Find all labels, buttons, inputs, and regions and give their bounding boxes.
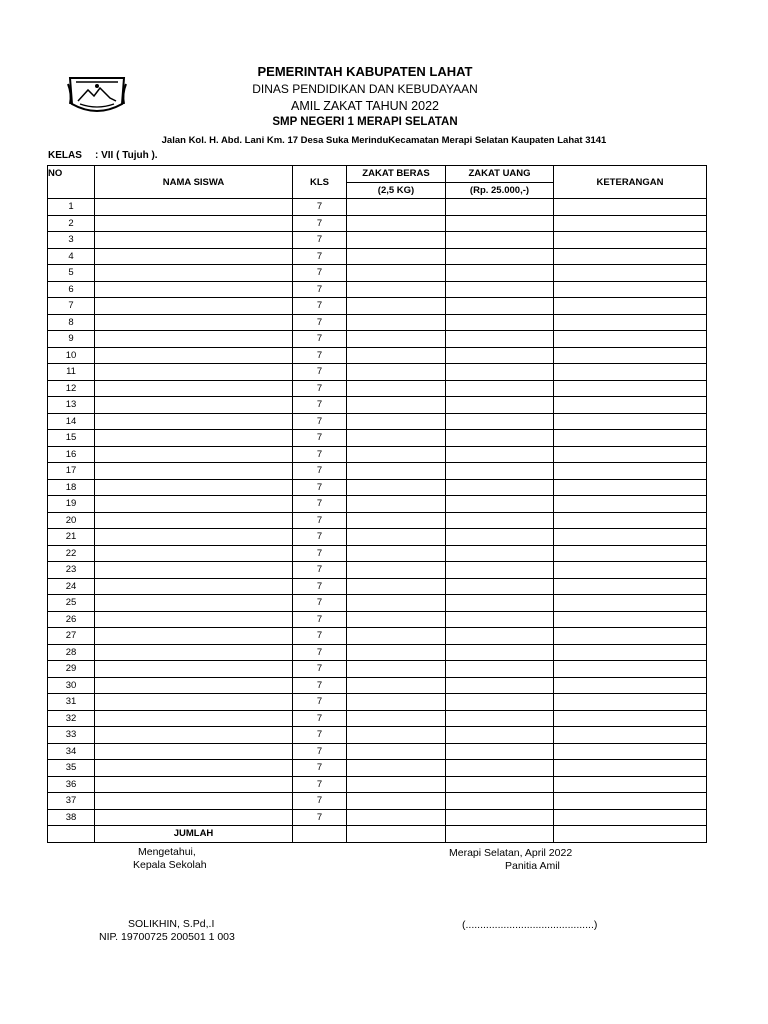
table-row bbox=[48, 743, 707, 760]
cell-zakat-beras[interactable] bbox=[347, 661, 446, 678]
cell-no: 28 bbox=[48, 644, 95, 661]
total-row bbox=[48, 826, 707, 843]
cell-zakat-beras[interactable] bbox=[347, 298, 446, 315]
cell-zakat-beras[interactable] bbox=[347, 430, 446, 447]
cell-kls: 7 bbox=[293, 661, 347, 678]
cell-nama-siswa[interactable] bbox=[95, 760, 293, 777]
cell-zakat-beras[interactable] bbox=[347, 611, 446, 628]
cell-zakat-uang[interactable] bbox=[446, 496, 554, 513]
cell-zakat-uang[interactable] bbox=[446, 545, 554, 562]
cell-no: 2 bbox=[48, 215, 95, 232]
cell-zakat-beras[interactable] bbox=[347, 677, 446, 694]
header-school-name: SMP NEGERI 1 MERAPI SELATAN bbox=[272, 116, 458, 128]
cell-zakat-beras[interactable] bbox=[347, 809, 446, 826]
cell-nama-siswa[interactable] bbox=[95, 314, 293, 331]
cell-zakat-uang[interactable] bbox=[446, 265, 554, 282]
cell-kls: 7 bbox=[293, 298, 347, 315]
cell-nama-siswa[interactable] bbox=[95, 628, 293, 645]
table-row bbox=[48, 677, 707, 694]
cell-zakat-uang[interactable] bbox=[446, 776, 554, 793]
cell-keterangan[interactable] bbox=[554, 776, 707, 793]
cell-zakat-beras[interactable] bbox=[347, 380, 446, 397]
cell-no: 6 bbox=[48, 281, 95, 298]
cell-zakat-uang[interactable] bbox=[446, 215, 554, 232]
cell-keterangan[interactable] bbox=[554, 265, 707, 282]
cell-no: 9 bbox=[48, 331, 95, 348]
cell-kls: 7 bbox=[293, 281, 347, 298]
table-row bbox=[48, 776, 707, 793]
cell-kls: 7 bbox=[293, 397, 347, 414]
cell-zakat-uang[interactable] bbox=[446, 199, 554, 216]
cell-keterangan[interactable] bbox=[554, 793, 707, 810]
cell-keterangan[interactable] bbox=[554, 446, 707, 463]
signature-left-acknowledged: Mengetahui, bbox=[138, 846, 196, 858]
cell-kls: 7 bbox=[293, 413, 347, 430]
cell-nama-siswa[interactable] bbox=[95, 413, 293, 430]
cell-zakat-beras[interactable] bbox=[347, 793, 446, 810]
cell-keterangan[interactable] bbox=[554, 727, 707, 744]
cell-zakat-beras[interactable] bbox=[347, 644, 446, 661]
kelas-value: : VII ( Tujuh ). bbox=[95, 150, 158, 161]
cell-keterangan[interactable] bbox=[554, 232, 707, 249]
table-row bbox=[48, 215, 707, 232]
cell-kls: 7 bbox=[293, 760, 347, 777]
cell-keterangan[interactable] bbox=[554, 809, 707, 826]
header-no: NO bbox=[48, 166, 95, 199]
cell-keterangan[interactable] bbox=[554, 545, 707, 562]
cell-kls: 7 bbox=[293, 743, 347, 760]
table-row bbox=[48, 199, 707, 216]
cell-nama-siswa[interactable] bbox=[95, 710, 293, 727]
header-zakat-beras: ZAKAT BERAS bbox=[347, 166, 446, 183]
cell-kls: 7 bbox=[293, 496, 347, 513]
cell-zakat-uang[interactable] bbox=[446, 314, 554, 331]
cell-kls: 7 bbox=[293, 314, 347, 331]
table-row bbox=[48, 529, 707, 546]
cell-kls: 7 bbox=[293, 248, 347, 265]
cell-zakat-uang[interactable] bbox=[446, 809, 554, 826]
table-row bbox=[48, 298, 707, 315]
table-row bbox=[48, 595, 707, 612]
cell-kls: 7 bbox=[293, 710, 347, 727]
cell-no: 13 bbox=[48, 397, 95, 414]
cell-kls: 7 bbox=[293, 809, 347, 826]
cell-kls: 7 bbox=[293, 463, 347, 480]
cell-keterangan[interactable] bbox=[554, 628, 707, 645]
signature-right-title: Panitia Amil bbox=[505, 860, 560, 872]
table-row bbox=[48, 463, 707, 480]
cell-keterangan[interactable] bbox=[554, 298, 707, 315]
cell-no: 31 bbox=[48, 694, 95, 711]
cell-keterangan[interactable] bbox=[554, 644, 707, 661]
cell-no: 7 bbox=[48, 298, 95, 315]
cell-keterangan[interactable] bbox=[554, 661, 707, 678]
cell-no: 24 bbox=[48, 578, 95, 595]
cell-kls: 7 bbox=[293, 562, 347, 579]
cell-kls: 7 bbox=[293, 776, 347, 793]
cell-nama-siswa[interactable] bbox=[95, 677, 293, 694]
cell-nama-siswa[interactable] bbox=[95, 479, 293, 496]
cell-keterangan[interactable] bbox=[554, 595, 707, 612]
cell-no: 23 bbox=[48, 562, 95, 579]
cell-nama-siswa[interactable] bbox=[95, 611, 293, 628]
cell-zakat-uang[interactable] bbox=[446, 677, 554, 694]
cell-no: 16 bbox=[48, 446, 95, 463]
cell-nama-siswa[interactable] bbox=[95, 265, 293, 282]
cell-nama-siswa[interactable] bbox=[95, 727, 293, 744]
cell-keterangan[interactable] bbox=[554, 562, 707, 579]
cell-zakat-uang[interactable] bbox=[446, 727, 554, 744]
cell-no: 11 bbox=[48, 364, 95, 381]
cell-no: 19 bbox=[48, 496, 95, 513]
cell-keterangan[interactable] bbox=[554, 430, 707, 447]
table-row bbox=[48, 331, 707, 348]
cell-no: 37 bbox=[48, 793, 95, 810]
cell-nama-siswa[interactable] bbox=[95, 232, 293, 249]
cell-zakat-uang[interactable] bbox=[446, 281, 554, 298]
table-row bbox=[48, 578, 707, 595]
cell-zakat-beras[interactable] bbox=[347, 446, 446, 463]
cell-zakat-beras[interactable] bbox=[347, 397, 446, 414]
cell-zakat-uang[interactable] bbox=[446, 479, 554, 496]
cell-zakat-beras[interactable] bbox=[347, 364, 446, 381]
cell-kls: 7 bbox=[293, 595, 347, 612]
cell-nama-siswa[interactable] bbox=[95, 199, 293, 216]
cell-zakat-uang[interactable] bbox=[446, 694, 554, 711]
cell-nama-siswa[interactable] bbox=[95, 380, 293, 397]
table-row bbox=[48, 694, 707, 711]
cell-keterangan[interactable] bbox=[554, 364, 707, 381]
cell-kls: 7 bbox=[293, 694, 347, 711]
cell-zakat-beras[interactable] bbox=[347, 496, 446, 513]
cell-zakat-beras[interactable] bbox=[347, 331, 446, 348]
cell-zakat-uang[interactable] bbox=[446, 232, 554, 249]
cell-zakat-uang[interactable] bbox=[446, 661, 554, 678]
cell-zakat-beras[interactable] bbox=[347, 479, 446, 496]
cell-zakat-uang[interactable] bbox=[446, 644, 554, 661]
cell-no: 3 bbox=[48, 232, 95, 249]
cell-nama-siswa[interactable] bbox=[95, 562, 293, 579]
cell-nama-siswa[interactable] bbox=[95, 215, 293, 232]
cell-keterangan[interactable] bbox=[554, 710, 707, 727]
cell-zakat-beras[interactable] bbox=[347, 595, 446, 612]
cell-no: 36 bbox=[48, 776, 95, 793]
header-zakat-beras-unit: (2,5 KG) bbox=[347, 182, 446, 199]
cell-no: 29 bbox=[48, 661, 95, 678]
cell-zakat-beras[interactable] bbox=[347, 512, 446, 529]
cell-zakat-uang[interactable] bbox=[446, 743, 554, 760]
signature-left-name: SOLIKHIN, S.Pd,.I bbox=[128, 918, 215, 930]
cell-no: 5 bbox=[48, 265, 95, 282]
header-keterangan: KETERANGAN bbox=[554, 166, 707, 199]
header-kls: KLS bbox=[293, 166, 347, 199]
cell-nama-siswa[interactable] bbox=[95, 809, 293, 826]
header-government-title: PEMERINTAH KABUPATEN LAHAT bbox=[257, 64, 473, 79]
cell-nama-siswa[interactable] bbox=[95, 776, 293, 793]
cell-keterangan[interactable] bbox=[554, 479, 707, 496]
cell-zakat-beras[interactable] bbox=[347, 232, 446, 249]
cell-keterangan[interactable] bbox=[554, 611, 707, 628]
table-row bbox=[48, 232, 707, 249]
cell-zakat-beras[interactable] bbox=[347, 710, 446, 727]
table-row bbox=[48, 661, 707, 678]
cell-keterangan[interactable] bbox=[554, 760, 707, 777]
cell-no: 33 bbox=[48, 727, 95, 744]
cell-zakat-beras[interactable] bbox=[347, 347, 446, 364]
cell-nama-siswa[interactable] bbox=[95, 793, 293, 810]
cell-keterangan[interactable] bbox=[554, 694, 707, 711]
cell-no: 12 bbox=[48, 380, 95, 397]
cell-keterangan[interactable] bbox=[554, 463, 707, 480]
cell-zakat-beras[interactable] bbox=[347, 265, 446, 282]
school-address: Jalan Kol. H. Abd. Lani Km. 17 Desa Suka MerinduKecamatan Merapi Selatan Kaupaten Lahat 3141 bbox=[161, 135, 607, 146]
cell-zakat-uang[interactable] bbox=[446, 760, 554, 777]
cell-keterangan[interactable] bbox=[554, 397, 707, 414]
cell-zakat-uang[interactable] bbox=[446, 413, 554, 430]
cell-kls: 7 bbox=[293, 479, 347, 496]
cell-no: 38 bbox=[48, 809, 95, 826]
cell-zakat-uang[interactable] bbox=[446, 628, 554, 645]
cell-kls: 7 bbox=[293, 446, 347, 463]
cell-zakat-uang[interactable] bbox=[446, 710, 554, 727]
cell-nama-siswa[interactable] bbox=[95, 397, 293, 414]
cell-no: 4 bbox=[48, 248, 95, 265]
cell-zakat-uang[interactable] bbox=[446, 364, 554, 381]
cell-nama-siswa[interactable] bbox=[95, 529, 293, 546]
cell-kls: 7 bbox=[293, 199, 347, 216]
total-cell-keterangan[interactable] bbox=[554, 826, 707, 843]
cell-zakat-beras[interactable] bbox=[347, 743, 446, 760]
total-cell-kls bbox=[293, 826, 347, 843]
cell-keterangan[interactable] bbox=[554, 380, 707, 397]
cell-zakat-uang[interactable] bbox=[446, 248, 554, 265]
regency-emblem-logo bbox=[66, 74, 128, 116]
cell-keterangan[interactable] bbox=[554, 413, 707, 430]
table-row bbox=[48, 430, 707, 447]
cell-no: 32 bbox=[48, 710, 95, 727]
cell-zakat-beras[interactable] bbox=[347, 760, 446, 777]
cell-no: 34 bbox=[48, 743, 95, 760]
kelas-label: KELAS bbox=[48, 150, 82, 161]
cell-kls: 7 bbox=[293, 644, 347, 661]
cell-no: 20 bbox=[48, 512, 95, 529]
cell-keterangan[interactable] bbox=[554, 743, 707, 760]
cell-kls: 7 bbox=[293, 628, 347, 645]
table-row bbox=[48, 347, 707, 364]
cell-nama-siswa[interactable] bbox=[95, 446, 293, 463]
cell-kls: 7 bbox=[293, 512, 347, 529]
table-row bbox=[48, 628, 707, 645]
cell-kls: 7 bbox=[293, 578, 347, 595]
cell-keterangan[interactable] bbox=[554, 496, 707, 513]
cell-nama-siswa[interactable] bbox=[95, 512, 293, 529]
table-row bbox=[48, 793, 707, 810]
cell-kls: 7 bbox=[293, 347, 347, 364]
table-row bbox=[48, 611, 707, 628]
cell-kls: 7 bbox=[293, 364, 347, 381]
cell-zakat-beras[interactable] bbox=[347, 727, 446, 744]
cell-zakat-uang[interactable] bbox=[446, 397, 554, 414]
cell-zakat-beras[interactable] bbox=[347, 199, 446, 216]
table-row bbox=[48, 364, 707, 381]
cell-zakat-beras[interactable] bbox=[347, 314, 446, 331]
cell-zakat-beras[interactable] bbox=[347, 694, 446, 711]
table-row bbox=[48, 446, 707, 463]
cell-zakat-beras[interactable] bbox=[347, 215, 446, 232]
cell-no: 21 bbox=[48, 529, 95, 546]
cell-zakat-uang[interactable] bbox=[446, 446, 554, 463]
cell-no: 27 bbox=[48, 628, 95, 645]
cell-kls: 7 bbox=[293, 331, 347, 348]
cell-keterangan[interactable] bbox=[554, 578, 707, 595]
cell-kls: 7 bbox=[293, 793, 347, 810]
table-row bbox=[48, 314, 707, 331]
cell-keterangan[interactable] bbox=[554, 677, 707, 694]
cell-zakat-beras[interactable] bbox=[347, 628, 446, 645]
cell-zakat-uang[interactable] bbox=[446, 463, 554, 480]
cell-kls: 7 bbox=[293, 430, 347, 447]
cell-keterangan[interactable] bbox=[554, 529, 707, 546]
cell-zakat-beras[interactable] bbox=[347, 413, 446, 430]
cell-nama-siswa[interactable] bbox=[95, 644, 293, 661]
table-row bbox=[48, 562, 707, 579]
cell-zakat-beras[interactable] bbox=[347, 545, 446, 562]
cell-kls: 7 bbox=[293, 677, 347, 694]
table-row bbox=[48, 545, 707, 562]
table-row bbox=[48, 644, 707, 661]
cell-keterangan[interactable] bbox=[554, 281, 707, 298]
cell-no: 14 bbox=[48, 413, 95, 430]
cell-keterangan[interactable] bbox=[554, 347, 707, 364]
cell-no: 26 bbox=[48, 611, 95, 628]
cell-no: 1 bbox=[48, 199, 95, 216]
cell-no: 25 bbox=[48, 595, 95, 612]
cell-no: 30 bbox=[48, 677, 95, 694]
cell-nama-siswa[interactable] bbox=[95, 743, 293, 760]
total-cell-no bbox=[48, 826, 95, 843]
cell-nama-siswa[interactable] bbox=[95, 595, 293, 612]
table-row bbox=[48, 512, 707, 529]
cell-kls: 7 bbox=[293, 545, 347, 562]
cell-keterangan[interactable] bbox=[554, 199, 707, 216]
signature-right-name-placeholder: (............................................) bbox=[462, 919, 598, 931]
cell-nama-siswa[interactable] bbox=[95, 298, 293, 315]
cell-nama-siswa[interactable] bbox=[95, 661, 293, 678]
cell-no: 15 bbox=[48, 430, 95, 447]
table-row bbox=[48, 760, 707, 777]
table-row bbox=[48, 281, 707, 298]
table-row bbox=[48, 413, 707, 430]
table-row bbox=[48, 710, 707, 727]
total-label: JUMLAH bbox=[95, 826, 293, 843]
cell-nama-siswa[interactable] bbox=[95, 364, 293, 381]
cell-zakat-uang[interactable] bbox=[446, 380, 554, 397]
cell-nama-siswa[interactable] bbox=[95, 496, 293, 513]
cell-nama-siswa[interactable] bbox=[95, 463, 293, 480]
cell-kls: 7 bbox=[293, 727, 347, 744]
table-row bbox=[48, 248, 707, 265]
cell-zakat-beras[interactable] bbox=[347, 248, 446, 265]
cell-keterangan[interactable] bbox=[554, 331, 707, 348]
table-body bbox=[48, 199, 707, 826]
cell-zakat-uang[interactable] bbox=[446, 347, 554, 364]
table-row bbox=[48, 380, 707, 397]
header-document-title: AMIL ZAKAT TAHUN 2022 bbox=[291, 99, 439, 113]
cell-kls: 7 bbox=[293, 265, 347, 282]
signature-right-place-date: Merapi Selatan, April 2022 bbox=[449, 847, 573, 859]
header-department-title: DINAS PENDIDIKAN DAN KEBUDAYAAN bbox=[252, 82, 478, 96]
signature-left-title: Kepala Sekolah bbox=[133, 859, 207, 871]
cell-keterangan[interactable] bbox=[554, 512, 707, 529]
cell-zakat-beras[interactable] bbox=[347, 776, 446, 793]
zakat-table bbox=[47, 165, 707, 843]
header-zakat-uang: ZAKAT UANG bbox=[446, 166, 554, 183]
cell-no: 8 bbox=[48, 314, 95, 331]
header-nama-siswa: NAMA SISWA bbox=[95, 166, 293, 199]
table-row bbox=[48, 479, 707, 496]
cell-no: 35 bbox=[48, 760, 95, 777]
cell-zakat-uang[interactable] bbox=[446, 298, 554, 315]
cell-zakat-beras[interactable] bbox=[347, 562, 446, 579]
cell-no: 17 bbox=[48, 463, 95, 480]
cell-zakat-beras[interactable] bbox=[347, 463, 446, 480]
cell-zakat-uang[interactable] bbox=[446, 578, 554, 595]
cell-kls: 7 bbox=[293, 529, 347, 546]
cell-kls: 7 bbox=[293, 215, 347, 232]
cell-nama-siswa[interactable] bbox=[95, 281, 293, 298]
cell-keterangan[interactable] bbox=[554, 215, 707, 232]
cell-nama-siswa[interactable] bbox=[95, 578, 293, 595]
header-zakat-uang-unit: (Rp. 25.000,-) bbox=[446, 182, 554, 199]
cell-zakat-uang[interactable] bbox=[446, 529, 554, 546]
cell-zakat-beras[interactable] bbox=[347, 281, 446, 298]
table-row bbox=[48, 496, 707, 513]
total-cell-uang[interactable] bbox=[446, 826, 554, 843]
cell-nama-siswa[interactable] bbox=[95, 347, 293, 364]
cell-zakat-beras[interactable] bbox=[347, 578, 446, 595]
cell-kls: 7 bbox=[293, 611, 347, 628]
cell-nama-siswa[interactable] bbox=[95, 430, 293, 447]
cell-zakat-uang[interactable] bbox=[446, 611, 554, 628]
cell-nama-siswa[interactable] bbox=[95, 545, 293, 562]
cell-no: 18 bbox=[48, 479, 95, 496]
cell-nama-siswa[interactable] bbox=[95, 331, 293, 348]
cell-zakat-uang[interactable] bbox=[446, 562, 554, 579]
cell-kls: 7 bbox=[293, 232, 347, 249]
table-row bbox=[48, 265, 707, 282]
cell-zakat-uang[interactable] bbox=[446, 430, 554, 447]
table-row bbox=[48, 727, 707, 744]
cell-no: 22 bbox=[48, 545, 95, 562]
cell-keterangan[interactable] bbox=[554, 248, 707, 265]
cell-zakat-uang[interactable] bbox=[446, 512, 554, 529]
cell-zakat-uang[interactable] bbox=[446, 331, 554, 348]
cell-nama-siswa[interactable] bbox=[95, 694, 293, 711]
table-row bbox=[48, 809, 707, 826]
table-row bbox=[48, 397, 707, 414]
total-cell-beras[interactable] bbox=[347, 826, 446, 843]
cell-zakat-uang[interactable] bbox=[446, 793, 554, 810]
cell-kls: 7 bbox=[293, 380, 347, 397]
cell-keterangan[interactable] bbox=[554, 314, 707, 331]
cell-nama-siswa[interactable] bbox=[95, 248, 293, 265]
cell-zakat-uang[interactable] bbox=[446, 595, 554, 612]
signature-left-nip: NIP. 19700725 200501 1 003 bbox=[99, 931, 235, 943]
cell-zakat-beras[interactable] bbox=[347, 529, 446, 546]
cell-no: 10 bbox=[48, 347, 95, 364]
